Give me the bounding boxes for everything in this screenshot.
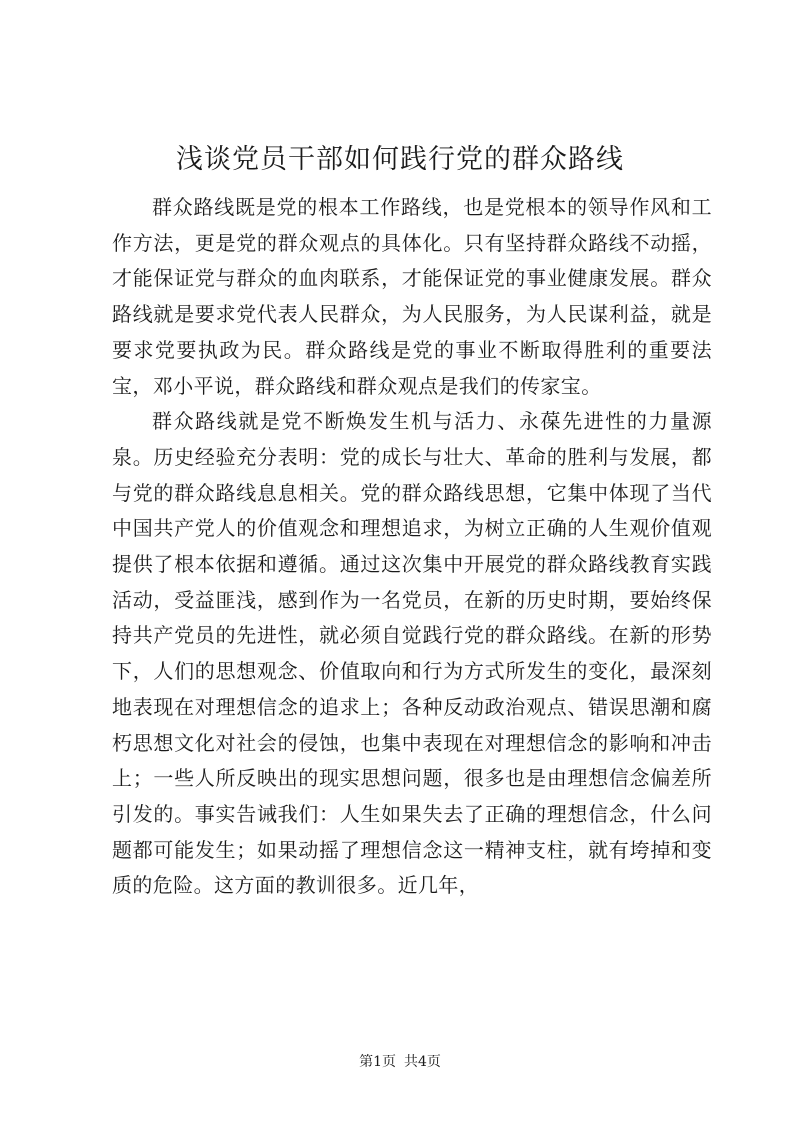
paragraph-1: 群众路线既是党的根本工作路线，也是党根本的领导作风和工作方法，更是党的群众观点的具体化。只有坚持群众路线不动摇，才能保证党与群众的血肉联系，才能保证党的事业健康发展。群众路线就是要求党代表人民群众，为人民服务，为人民谋利益，就是要求党要执政为民。群众路线是党的事业不断取得胜利的重要法宝，邓小平说，群众路线和群众观点是我们的传家宝。 — [112, 195, 712, 398]
page-number: 第1页 — [359, 1054, 396, 1070]
page-total: 共4页 — [404, 1054, 441, 1070]
page-footer — [0, 1052, 800, 1072]
paragraph-2: 群众路线就是党不断焕发生机与活力、永葆先进性的力量源泉。历史经验充分表明：党的成长与壮大、革命的胜利与发展，都与党的群众路线息息相关。党的群众路线思想，它集中体现了当代中国共产党人的价值观念和理想追求，为树立正确的人生观价值观提供了根本依据和遵循。通过这次集中开展党的群众路线教育实践活动，受益匪浅，感到作为一名党员，在新的历史时期，要始终保持共产党员的先进性，就必须自觉践行党的群众路线。在新的形势下，人们的思想观念、价值取向和行为方式所发生的变化，最深刻地表现在对理想信念的追求上；各种反动政治观点、错误思潮和腐朽思想文化对社会的侵蚀，也集中表现在对理想信念的影响和冲击上；一些人所反映出的现实思想问题，很多也是由理想信念偏差所引发的。事实告诫我们：人生如果失去了正确的理想信念，什么问题都可能发生；如果动摇了理想信念这一精神支柱，就有垮掉和变质的危险。这方面的教训很多。近几年， — [112, 409, 712, 898]
document-title: 浅谈党员干部如何践行党的群众路线 — [176, 144, 624, 175]
document-body — [112, 190, 712, 904]
